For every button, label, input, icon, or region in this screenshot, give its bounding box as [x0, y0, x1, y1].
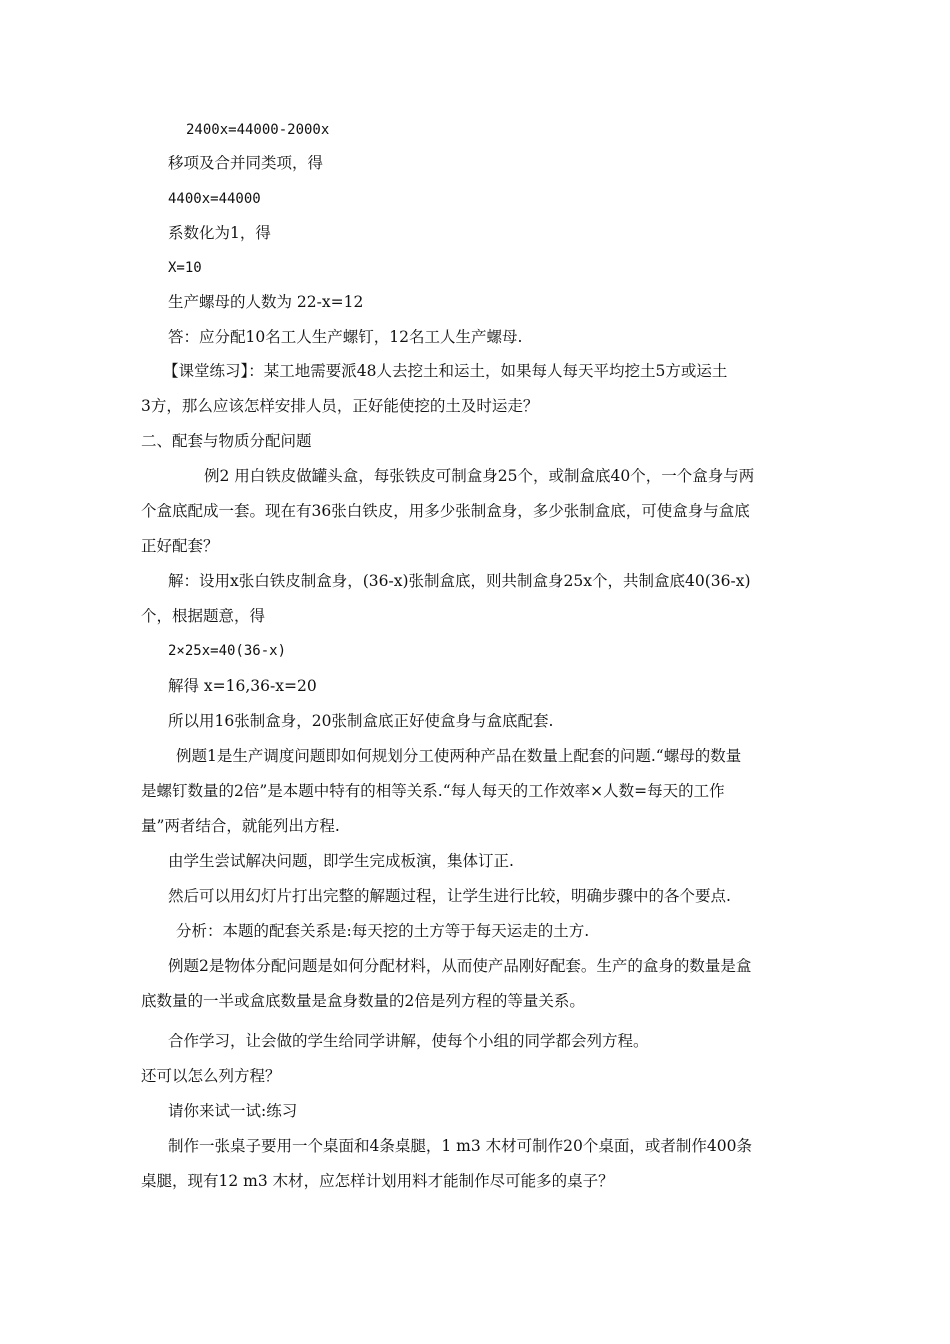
analysis-line: 分析：本题的配套关系是:每天挖的土方等于每天运走的土方.	[176, 922, 590, 940]
text-line: 移项及合并同类项，得	[168, 154, 324, 172]
equation-line: 2×25x=40(36-x)	[168, 643, 287, 659]
analysis-line: 是螺钉数量的2倍”是本题中特有的相等关系.“每人每天的工作效率×人数=每天的工作	[141, 782, 725, 800]
practice-line: 桌腿，现有12 m3 木材，应怎样计划用料才能制作尽可能多的桌子？	[141, 1172, 614, 1190]
text-line: 生产螺母的人数为 22-x=12	[168, 293, 364, 311]
section-heading: 二、配套与物质分配问题	[141, 432, 312, 450]
example-line: 例2 用白铁皮做罐头盒，每张铁皮可制盒身25个，或制盒底40个，一个盒身与两	[204, 467, 755, 485]
practice-line: 制作一张桌子要用一个桌面和4条桌腿，1 m3 木材可制作20个桌面，或者制作400条	[168, 1137, 752, 1155]
equation-line: 4400x=44000	[168, 191, 261, 207]
practice-heading: 请你来试一试:练习	[168, 1102, 298, 1120]
text-line: 合作学习，让会做的学生给同学讲解，使每个小组的同学都会列方程。	[168, 1032, 649, 1050]
equation-line: 2400x=44000-2000x	[186, 122, 330, 138]
exercise-line: 3方，那么应该怎样安排人员，正好能使挖的土及时运走？	[141, 397, 539, 415]
analysis-line: 例题1是生产调度问题即如何规划分工使两种产品在数量上配套的问题.“螺母的数量	[176, 747, 742, 765]
analysis-line: 例题2是物体分配问题是如何分配材料，从而使产品刚好配套。生产的盒身的数量是盒	[168, 957, 752, 975]
example-line: 个盒底配成一套。现在有36张白铁皮，用多少张制盒身，多少张制盒底，可使盒身与盒底	[141, 502, 750, 520]
solution-line: 解：设用x张白铁皮制盒身，(36-x)张制盒底，则共制盒身25x个，共制盒底40(36-x)	[168, 572, 751, 590]
exercise-line: 【课堂练习】：某工地需要派48人去挖土和运土，如果每人每天平均挖土5方或运土	[163, 362, 728, 380]
solution-line: 所以用16张制盒身，20张制盒底正好使盒身与盒底配套.	[168, 712, 554, 730]
text-line: 由学生尝试解决问题，即学生完成板演，集体订正.	[168, 852, 514, 870]
analysis-line: 底数量的一半或盒底数量是盒身数量的2倍是列方程的等量关系。	[141, 992, 585, 1010]
analysis-line: 量”两者结合，就能列出方程.	[141, 817, 340, 835]
text-line: 还可以怎么列方程？	[141, 1067, 281, 1085]
text-line: 然后可以用幻灯片打出完整的解题过程，让学生进行比较，明确步骤中的各个要点.	[168, 887, 731, 905]
equation-line: X=10	[168, 260, 202, 276]
solution-line: 个，根据题意，得	[141, 607, 266, 625]
example-line: 正好配套？	[141, 537, 219, 555]
solution-line: 解得 x=16,36-x=20	[168, 677, 317, 695]
text-line: 系数化为1，得	[168, 224, 271, 242]
answer-line: 答：应分配10名工人生产螺钉，12名工人生产螺母.	[168, 328, 523, 346]
